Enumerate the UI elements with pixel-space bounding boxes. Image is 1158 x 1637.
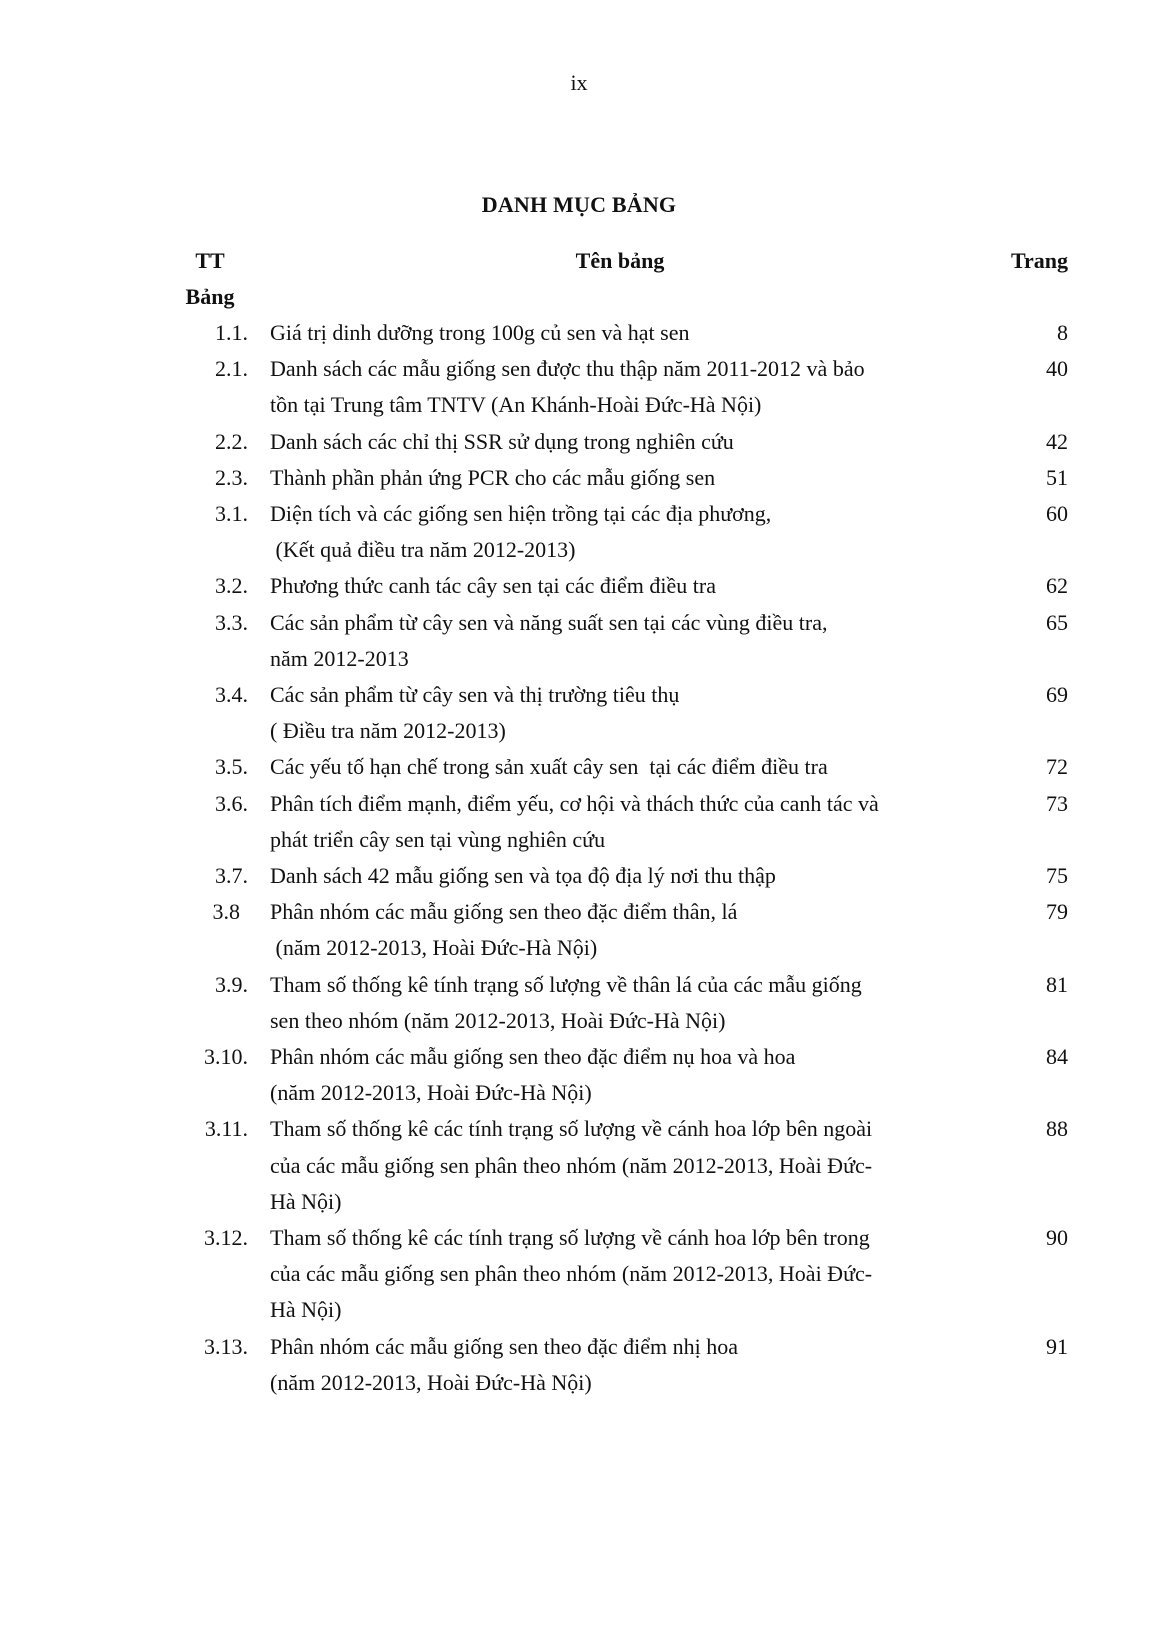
table-number-text: 2.1. [215, 356, 248, 382]
table-name-line: Phương thức canh tác cây sen tại các điểm điều tra [270, 573, 716, 599]
header-page: Trang [1010, 248, 1068, 273]
page-number: ix [570, 70, 588, 95]
table-name-line: của các mẫu giống sen phân theo nhóm (năm 2012-2013, Hoài Đức- [270, 1152, 873, 1178]
table-row[interactable] [0, 568, 1158, 604]
table-number-text: 3.8 [212, 899, 240, 925]
table-name-line: Danh sách các chỉ thị SSR sử dụng trong nghiên cứu [270, 428, 734, 454]
header-tt: TT [195, 248, 225, 273]
table-page-number: 79 [1046, 899, 1068, 925]
table-row[interactable] [0, 967, 1158, 1039]
table-page-number: 90 [1046, 1225, 1068, 1251]
table-page-number: 60 [1046, 501, 1068, 527]
table-number [0, 424, 248, 460]
table-number-text: 3.11. [204, 1116, 248, 1142]
table-name [270, 786, 950, 858]
table-number [0, 460, 248, 496]
table-name-line: ( Điều tra năm 2012-2013) [270, 718, 506, 744]
table-page-number: 72 [1046, 754, 1068, 780]
table-number-text: 1.1. [215, 320, 248, 345]
table-number-text: 3.4. [215, 682, 248, 708]
table-row[interactable] [0, 315, 1158, 351]
table-row[interactable] [0, 786, 1158, 858]
table-number [0, 967, 248, 1039]
table-name-line: Các sản phẩm từ cây sen và thị trường tiêu thụ [270, 682, 680, 708]
table-number [0, 315, 248, 351]
table-name-line: Các yếu tố hạn chế trong sản xuất cây sen tại các điểm điều tra [270, 754, 828, 780]
table-name [270, 315, 950, 351]
table-row[interactable] [0, 424, 1158, 460]
table-number-text: 3.9. [215, 971, 248, 997]
table-row[interactable] [0, 894, 1158, 966]
table-page-number: 65 [1046, 609, 1068, 635]
table-name [270, 424, 950, 460]
table-name-line: Thành phần phản ứng PCR cho các mẫu giống sen [270, 464, 716, 490]
table-name [270, 1220, 950, 1329]
table-name [270, 894, 950, 966]
table-number [0, 351, 248, 423]
table-name-line: Các sản phẩm từ cây sen và năng suất sen tại các vùng điều tra, [270, 609, 828, 635]
table-name-line: Danh sách các mẫu giống sen được thu thập năm 2011-2012 và bảo [270, 356, 865, 382]
table-number [0, 858, 248, 894]
table-row[interactable] [0, 605, 1158, 677]
table-row[interactable] [0, 1220, 1158, 1329]
table-name-line: Phân nhóm các mẫu giống sen theo đặc điểm thân, lá [270, 899, 738, 925]
table-number-text: 3.7. [215, 863, 248, 889]
table-name [270, 1039, 950, 1111]
table-number-text: 3.2. [215, 573, 248, 599]
table-name-line: tồn tại Trung tâm TNTV (An Khánh-Hoài Đức-Hà Nội) [270, 392, 762, 418]
table-page-number: 51 [1046, 464, 1068, 490]
table-name-line: Tham số thống kê các tính trạng số lượng về cánh hoa lớp bên ngoài [270, 1116, 873, 1142]
table-row[interactable] [0, 858, 1158, 894]
table-name [270, 749, 950, 785]
table-number [0, 1329, 248, 1401]
table-name-line: Diện tích và các giống sen hiện trồng tại các địa phương, [270, 501, 772, 527]
table-number-text: 3.10. [204, 1044, 248, 1070]
table-row[interactable] [0, 1111, 1158, 1220]
table-of-tables [0, 315, 1158, 1401]
table-page-number: 62 [1046, 573, 1068, 599]
table-page-number: 75 [1046, 863, 1068, 889]
table-name-line: (năm 2012-2013, Hoài Đức-Hà Nội) [270, 1369, 592, 1395]
table-number-text: 3.6. [215, 790, 248, 816]
table-name [270, 351, 950, 423]
table-row[interactable] [0, 351, 1158, 423]
table-name-line: Phân nhóm các mẫu giống sen theo đặc điểm nhị hoa [270, 1333, 738, 1359]
table-name [270, 605, 950, 677]
table-number-text: 2.2. [215, 428, 248, 454]
table-name-line: của các mẫu giống sen phân theo nhóm (năm 2012-2013, Hoài Đức- [270, 1261, 873, 1287]
table-number-text: 3.12. [204, 1225, 248, 1251]
table-number-text: 3.1. [215, 501, 248, 527]
table-row[interactable] [0, 460, 1158, 496]
table-name-line: (Kết quả điều tra năm 2012-2013) [270, 537, 576, 563]
table-name-line: phát triển cây sen tại vùng nghiên cứu [270, 826, 606, 852]
table-number [0, 568, 248, 604]
table-number [0, 605, 248, 677]
table-number [0, 749, 248, 785]
table-row[interactable] [0, 496, 1158, 568]
page-title: DANH MỤC BẢNG [481, 192, 677, 217]
header-tt-line2: Bảng [185, 284, 235, 309]
table-page-number: 8 [1057, 320, 1068, 345]
table-number-text: 2.3. [215, 464, 248, 490]
table-page-number: 73 [1046, 790, 1068, 816]
table-name-line: Giá trị dinh dưỡng trong 100g củ sen và hạt sen [270, 320, 690, 345]
table-name-line: Phân nhóm các mẫu giống sen theo đặc điểm nụ hoa và hoa [270, 1044, 796, 1070]
table-name-line: Hà Nội) [270, 1297, 342, 1323]
table-name-line: (năm 2012-2013, Hoài Đức-Hà Nội) [270, 1080, 592, 1106]
table-page-number: 84 [1046, 1044, 1068, 1070]
table-row[interactable] [0, 1329, 1158, 1401]
header-name: Tên bảng [575, 248, 665, 273]
table-number [0, 786, 248, 858]
table-number [0, 894, 248, 966]
table-number [0, 1039, 248, 1111]
table-number [0, 1220, 248, 1329]
table-number [0, 1111, 248, 1220]
table-number-text: 3.13. [204, 1333, 248, 1359]
table-number [0, 496, 248, 568]
table-row[interactable] [0, 677, 1158, 749]
table-name-line: (năm 2012-2013, Hoài Đức-Hà Nội) [270, 935, 598, 961]
table-page-number: 42 [1046, 428, 1068, 454]
table-name-line: năm 2012-2013 [270, 645, 409, 671]
table-name [270, 677, 950, 749]
table-number-text: 3.3. [215, 609, 248, 635]
table-name [270, 1329, 950, 1401]
table-number-text: 3.5. [215, 754, 248, 780]
table-name [270, 496, 950, 568]
table-name-line: sen theo nhóm (năm 2012-2013, Hoài Đức-Hà Nội) [270, 1007, 726, 1033]
table-name [270, 858, 950, 894]
table-header [0, 243, 1158, 315]
table-page-number: 91 [1046, 1333, 1068, 1359]
table-page-number: 40 [1046, 356, 1068, 382]
table-page-number: 88 [1046, 1116, 1068, 1142]
table-name-line: Danh sách 42 mẫu giống sen và tọa độ địa lý nơi thu thập [270, 863, 776, 889]
table-name-line: Tham số thống kê các tính trạng số lượng về cánh hoa lớp bên trong [270, 1225, 870, 1251]
table-number [0, 677, 248, 749]
table-page-number: 69 [1046, 682, 1068, 708]
table-row[interactable] [0, 1039, 1158, 1111]
table-name [270, 967, 950, 1039]
table-name-line: Hà Nội) [270, 1188, 342, 1214]
table-name [270, 1111, 950, 1220]
table-name [270, 460, 950, 496]
table-row[interactable] [0, 749, 1158, 785]
table-page-number: 81 [1046, 971, 1068, 997]
table-name-line: Tham số thống kê tính trạng số lượng về thân lá của các mẫu giống [270, 971, 862, 997]
table-name-line: Phân tích điểm mạnh, điểm yếu, cơ hội và thách thức của canh tác và [270, 790, 879, 816]
table-name [270, 568, 950, 604]
